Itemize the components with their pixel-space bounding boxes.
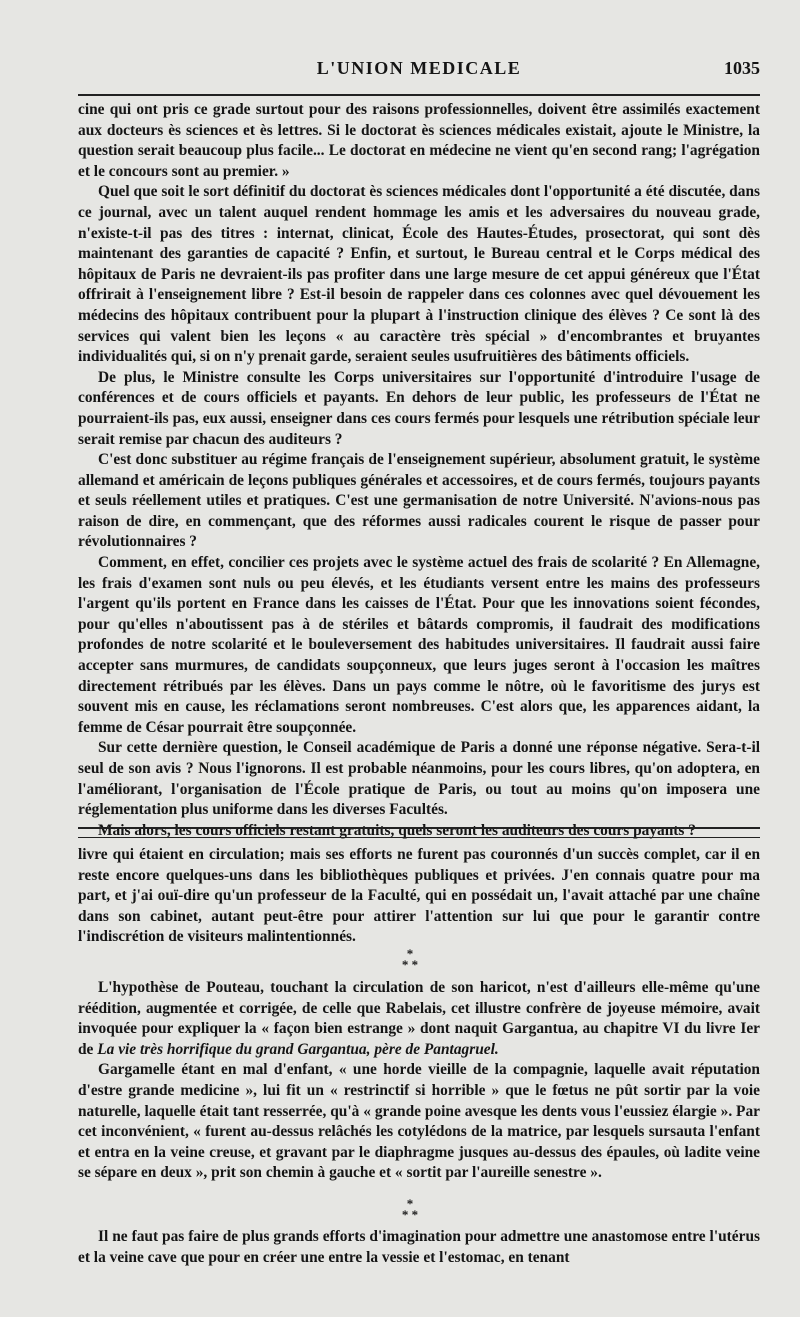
running-title: L'UNION MEDICALE bbox=[316, 58, 522, 78]
feuilleton-part-2 bbox=[78, 978, 760, 1184]
paragraph: Sur cette dernière question, le Conseil académique de Paris a donné une réponse négative. Sera-t-il seul de son avis ? Nous l'ignorons. Il est probable néanmoins, pour les cours libres, qu'on adoptera, en l'améliorant, l'organisation de l'École pratique de Paris, ou tout au moins qu'on imposera une réglementation plus uniforme dans les diverses Facultés. bbox=[78, 739, 760, 819]
paragraph: Comment, en effet, concilier ces projets avec le système actuel des frais de scolarité ? En Allemagne, les frais d'examen sont nuls ou peu élevés, et les étudiants versent entre les mains des professeurs l'argent qu'ils portent en France dans les caisses de l'État. Pour que les innovations soient fécondes, pour qu'elles n'aboutissent pas à de stériles et bâtards compromis, il faudrait des modifications profondes de notre scolarité et le bouleversement des habitudes universitaires. Il faudrait aussi faire accepter sans murmures, de candidats soupçonneux, que leurs juges seront à l'occasion les maîtres directement rétribués par les élèves. Dans un pays comme le nôtre, où le favoritisme des jurys est souvent mis en cause, les réclamations seront nombreuses. C'est alors que, les apparences aidant, la femme de César pourrait être soupçonnée. bbox=[78, 554, 760, 736]
asterism-separator: * * * bbox=[401, 1196, 419, 1222]
paragraph: livre qui étaient en circulation; mais ses efforts ne furent pas couronnés d'un succès complet, car il en reste encore quelques-uns dans les bibliothèques publiques et privées. J'en connais quatre pour ma part, et j'ai ouï-dire qu'un professeur de la Faculté, qui en possédait un, l'avait attaché par une chaîne dans son cabinet, autant peut-être pour attirer l'attention sur lui que pour le garantir contre l'indiscrétion de visiteurs malintentionnés. bbox=[78, 846, 760, 946]
page-number: 1035 bbox=[724, 58, 760, 78]
paragraph: De plus, le Ministre consulte les Corps universitaires sur l'opportunité d'introduire l'usage de conférences et de cours officiels et payants. En dehors de leur public, les professeurs de l'État ne pourraient-ils pas, eux aussi, enseigner dans ces cours fermés pour lesquels une rétribution spéciale leur serait remise par chacun des auditeurs ? bbox=[78, 368, 760, 448]
feuilleton-separator-rule bbox=[78, 827, 760, 838]
header-rule bbox=[78, 94, 760, 96]
page-header bbox=[78, 58, 760, 88]
feuilleton-part-1 bbox=[78, 845, 760, 948]
paragraph: Mais alors, les cours officiels restant gratuits, quels seront les auditeurs des cours payants ? bbox=[98, 821, 696, 839]
paragraph: Gargamelle étant en mal d'enfant, « une horde vieille de la compagnie, laquelle avait réputation d'estre grande medicine », lui fit un « restrinctif si horrible » que le fœtus ne pût sortir par la voie naturelle, laquelle était tant resserrée, qu'à « grande poine avesque les dents vous l'eussiez élargie ». Par cet inconvénient, « furent au-dessus relâchés les cotylédons de la matrice, par lesquels sursauta l'enfant et entra en la veine creuse, et gravant par le diaphragme jusques au-dessus des épaules, où ladite veine se sépare en deux », prit son chemin à gauche et « sortit par l'aureille senestre ». bbox=[78, 1061, 760, 1182]
paragraph: cine qui ont pris ce grade surtout pour des raisons professionnelles, doivent être assimilés exactement aux docteurs ès sciences et ès lettres. Si le doctorat ès sciences médicales existait, ajoute le Ministre, la question serait beaucoup plus facile... Le doctorat en médecine ne vient qu'en second rang; l'agrégation et le concours sont au premier. » bbox=[78, 101, 760, 180]
paragraph-text: L'hypothèse de Pouteau, touchant la circulation de son haricot, n'est d'ailleurs elle-même qu'une réédition, augmentée et corrigée, de celle que Rabelais, cet illustre confrère de joyeuse mémoire, avait invoquée pour expliquer la « façon bien estrange » dont naquit Gargantua, au chapitre VI du livre Ier de bbox=[78, 979, 760, 1058]
asterism-separator: * * * bbox=[401, 946, 419, 972]
paragraph: Il ne faut pas faire de plus grands efforts d'imagination pour admettre une anastomose entre l'utérus et la veine cave que pour en créer une entre la vessie et l'estomac, en tenant bbox=[78, 1228, 760, 1266]
main-article bbox=[78, 100, 760, 841]
paragraph bbox=[78, 978, 760, 1060]
book-title: La vie très horrifique du grand Gargantua, père de Pantagruel. bbox=[97, 1040, 499, 1058]
paragraph: C'est donc substituer au régime français de l'enseignement supérieur, absolument gratuit, le système allemand et américain de leçons publiques générales et accessoires, et de cours fermés, toujours payants et seuls réellement utiles et pratiques. C'est une germanisation de notre Université. N'avions-nous pas raison de dire, en commençant, que des réformes aussi radicales courent le risque de passer pour révolutionnaires ? bbox=[78, 451, 760, 551]
paragraph: Quel que soit le sort définitif du doctorat ès sciences médicales dont l'opportunité a été discutée, dans ce journal, avec un talent auquel rendent hommage les amis et les adversaires du nouveau grade, n'existe-t-il pas des titres : internat, clinicat, École des Hautes-Études, prosectorat, qui sont dès maintenant des garanties de capacité ? Enfin, et surtout, le Bureau central et le Corps médical des hôpitaux de Paris ne devraient-ils pas profiter dans une large mesure de cet appui généreux que l'État offrirait à l'enseignement libre ? Est-il besoin de rappeler dans ces colonnes avec quel dévouement les médecins des hôpitaux contribuent pour la plupart à l'instruction clinique des élèves ? Ce sont là des services qui valent bien les leçons « au caractère très spécial » d'encombrantes et bruyantes individualités qui, si on n'y prenait garde, seraient seules usufruitières des bâtiments officiels. bbox=[78, 183, 760, 366]
feuilleton-part-3 bbox=[78, 1227, 760, 1268]
